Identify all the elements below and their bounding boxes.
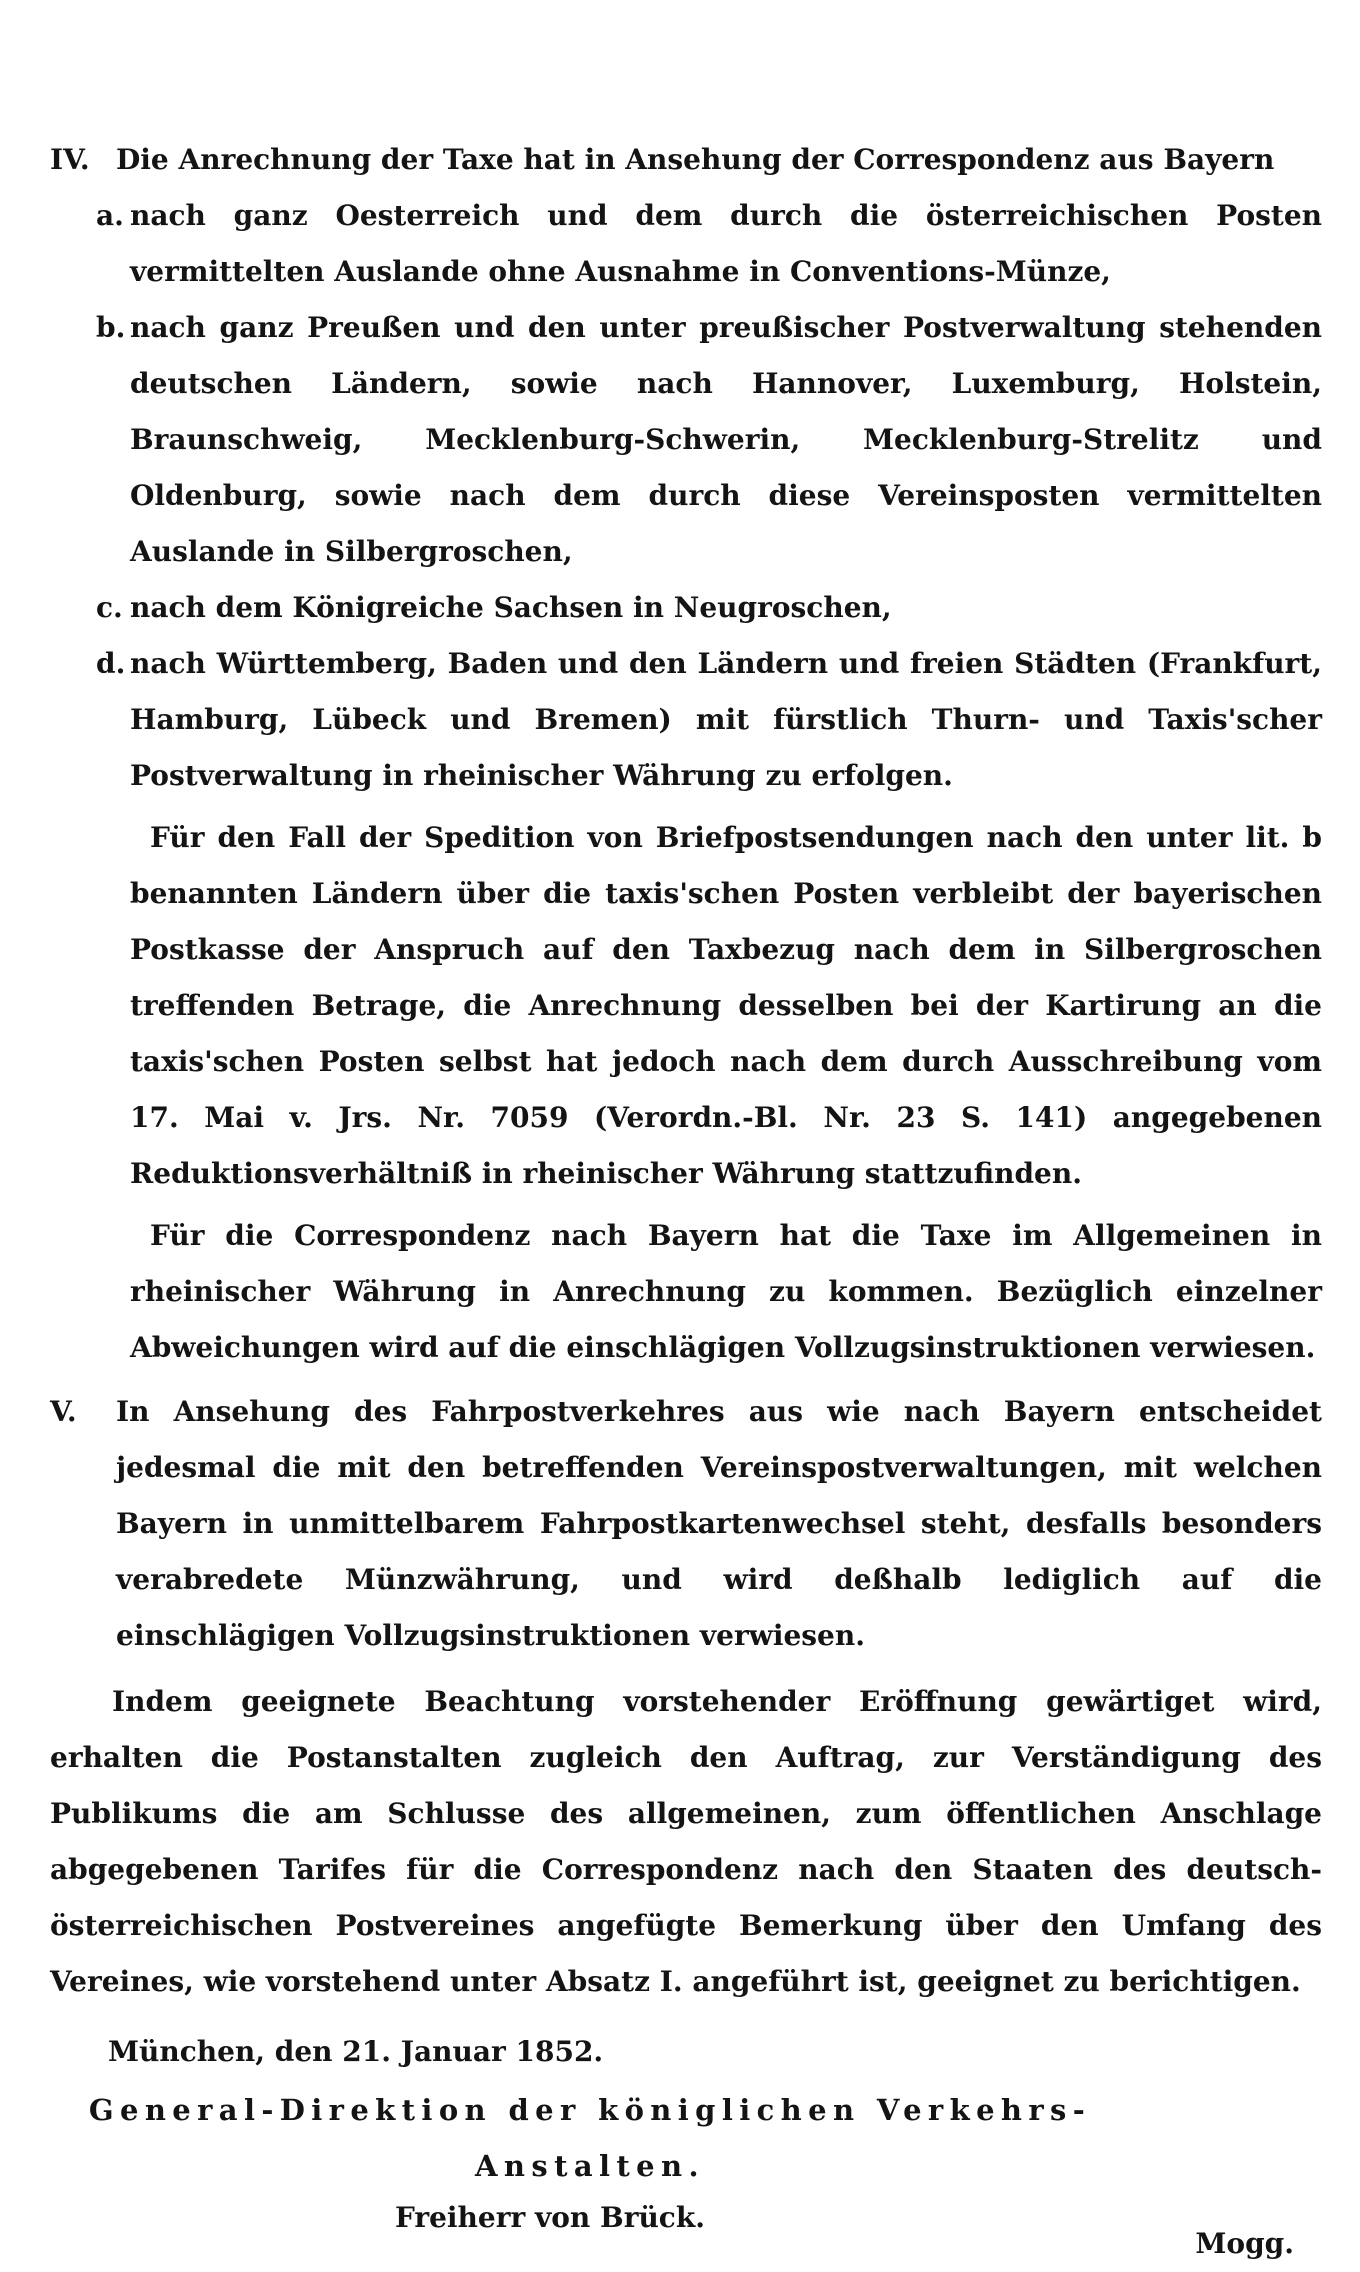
list-item-c-marker: c. (96, 591, 123, 624)
section-iv-paragraph-spedition: Für den Fall der Spedition von Briefpostsendungen nach den unter lit. b benannten Ländern über die taxis'schen Posten verbleibt der bayerischen Postkasse der Anspruch auf den Taxbezug nach dem in Silbergroschen treffenden Betrage, die Anrechnung desselben bei der Kartirung an die taxis'schen Posten selbst hat jedoch nach dem durch Ausschreibung vom 17. Mai v. Jrs. Nr. 7059 (Verordn.-Bl. Nr. 23 S. 141) angegebenen Reduktionsverhältniß in rheinischer Währung stattzufinden. (130, 821, 1322, 1190)
list-item-c (96, 580, 1322, 636)
signature-name: Freiherr von Brück. (394, 2201, 706, 2234)
list-item-b (96, 300, 1322, 580)
countersignature-name: Mogg. (1195, 2227, 1294, 2260)
list-item-d-text: nach Württemberg, Baden und den Ländern und freien Städten (Frankfurt, Hamburg, Lübeck und Bremen) mit fürstlich Thurn- und Taxis'scher Postverwaltung in rheinischer Währung zu erfolgen. (130, 647, 1322, 792)
section-iv-paragraph-correspondenz: Für die Correspondenz nach Bayern hat die Taxe im Allgemeinen in rheinischer Währung in Anrechnung zu kommen. Bezüglich einzelner Abweichungen wird auf die einschlägigen Vollzugsinstruktionen verwiesen. (130, 1219, 1322, 1364)
list-item-d (96, 636, 1322, 804)
section-iv-intro: Die Anrechnung der Taxe hat in Ansehung der Correspondenz aus Bayern (116, 143, 1275, 176)
list-item-c-text: nach dem Königreiche Sachsen in Neugroschen, (130, 591, 892, 624)
issuer-line: General-Direktion der königlichen Verkehrs-Anstalten. (88, 2093, 1092, 2183)
section-v-heading (50, 1384, 1322, 1664)
section-iv-marker: IV. (50, 143, 90, 176)
list-item-a (96, 188, 1322, 300)
list-item-d-marker: d. (96, 647, 126, 680)
section-iv-item-list (96, 188, 1322, 804)
section-iv-heading (50, 132, 1322, 188)
signature-row (50, 2190, 1322, 2260)
dateline: München, den 21. Januar 1852. (108, 2035, 604, 2068)
section-v (50, 1384, 1322, 1664)
list-item-a-text: nach ganz Oesterreich und dem durch die österreichischen Posten vermittelten Auslande ohne Ausnahme in Conventions-Münze, (130, 199, 1322, 288)
section-v-intro: In Ansehung des Fahrpostverkehres aus wie nach Bayern entscheidet jedesmal die mit den betreffenden Vereinspostverwaltungen, mit welchen Bayern in unmittelbarem Fahrpostkartenwechsel steht, desfalls besonders verabredete Münzwährung, und wird deßhalb lediglich auf die einschlägigen Vollzugsinstruktionen verwiesen. (116, 1395, 1322, 1652)
section-iv (50, 132, 1322, 1376)
list-item-b-marker: b. (96, 311, 126, 344)
list-item-a-marker: a. (96, 199, 124, 232)
list-item-b-text: nach ganz Preußen und den unter preußischer Postverwaltung stehenden deutschen Ländern, sowie nach Hannover, Luxemburg, Holstein, Braunschweig, Mecklenburg-Schwerin, Mecklenburg-Strelitz und Oldenburg, sowie nach dem durch diese Vereinsposten vermittelten Auslande in Silbergroschen, (130, 311, 1322, 568)
section-v-marker: V. (50, 1395, 77, 1428)
closing-paragraph: Indem geeignete Beachtung vorstehender Eröffnung gewärtiget wird, erhalten die Postanstalten zugleich den Auftrag, zur Verständigung des Publikums die am Schlusse des allgemeinen, zum öffentlichen Anschlage abgegebenen Tarifes für die Correspondenz nach den Staaten des deutsch-österreichischen Postvereines angefügte Bemerkung über den Umfang des Vereines, wie vorstehend unter Absatz I. angeführt ist, geeignet zu berichtigen. (50, 1685, 1322, 1998)
